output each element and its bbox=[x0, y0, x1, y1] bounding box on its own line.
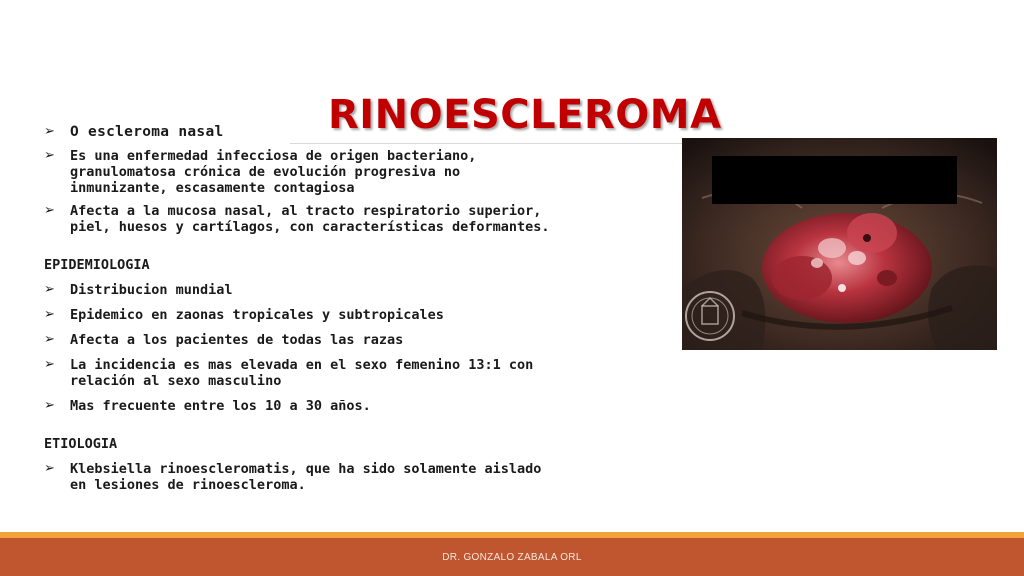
slide-content bbox=[44, 124, 564, 500]
list-item bbox=[44, 307, 564, 323]
arrow-bullet-icon: ➢ bbox=[44, 461, 55, 476]
list-item bbox=[44, 398, 564, 414]
list-item bbox=[44, 332, 564, 348]
clinical-photo bbox=[682, 138, 997, 350]
list-item bbox=[44, 124, 564, 140]
footer-bar bbox=[0, 538, 1024, 576]
arrow-bullet-icon: ➢ bbox=[44, 307, 55, 322]
list-item bbox=[44, 357, 564, 389]
epidemiology-list bbox=[44, 282, 564, 414]
list-item bbox=[44, 461, 564, 493]
list-item-text: O escleroma nasal bbox=[70, 124, 224, 140]
epidemiology-heading: EPIDEMIOLOGIA bbox=[44, 257, 150, 273]
etiology-list bbox=[44, 461, 564, 493]
list-item-text: Distribucion mundial bbox=[70, 282, 233, 298]
list-item-text: Mas frecuente entre los 10 a 30 años. bbox=[70, 398, 371, 414]
list-item-text: La incidencia es mas elevada en el sexo femenino 13:1 con relación al sexo masculino bbox=[70, 357, 534, 389]
arrow-bullet-icon: ➢ bbox=[44, 282, 55, 297]
list-item-text: Afecta a la mucosa nasal, al tracto respiratorio superior, piel, huesos y cartílagos, con características deformantes. bbox=[70, 203, 550, 235]
list-item-text: Afecta a los pacientes de todas las razas bbox=[70, 332, 404, 348]
list-item-text: Klebsiella rinoescleromatis, que ha sido solamente aislado en lesiones de rinoescleroma. bbox=[70, 461, 542, 493]
intro-list bbox=[44, 124, 564, 235]
arrow-bullet-icon: ➢ bbox=[44, 124, 55, 139]
arrow-bullet-icon: ➢ bbox=[44, 332, 55, 347]
arrow-bullet-icon: ➢ bbox=[44, 148, 55, 163]
list-item bbox=[44, 282, 564, 298]
arrow-bullet-icon: ➢ bbox=[44, 398, 55, 413]
footer-text: DR. GONZALO ZABALA ORL bbox=[442, 552, 582, 563]
list-item-text: Es una enfermedad infecciosa de origen bacteriano, granulomatosa crónica de evolución progresiva no inmunizante, escasamente contagiosa bbox=[70, 148, 477, 196]
slide-title: RINOESCLEROMA bbox=[328, 92, 722, 138]
etiology-heading: ETIOLOGIA bbox=[44, 436, 118, 452]
clinical-photo-illustration bbox=[682, 138, 997, 350]
arrow-bullet-icon: ➢ bbox=[44, 203, 55, 218]
list-item bbox=[44, 203, 564, 235]
arrow-bullet-icon: ➢ bbox=[44, 357, 55, 372]
list-item bbox=[44, 148, 564, 196]
list-item-text: Epidemico en zaonas tropicales y subtropicales bbox=[70, 307, 444, 323]
